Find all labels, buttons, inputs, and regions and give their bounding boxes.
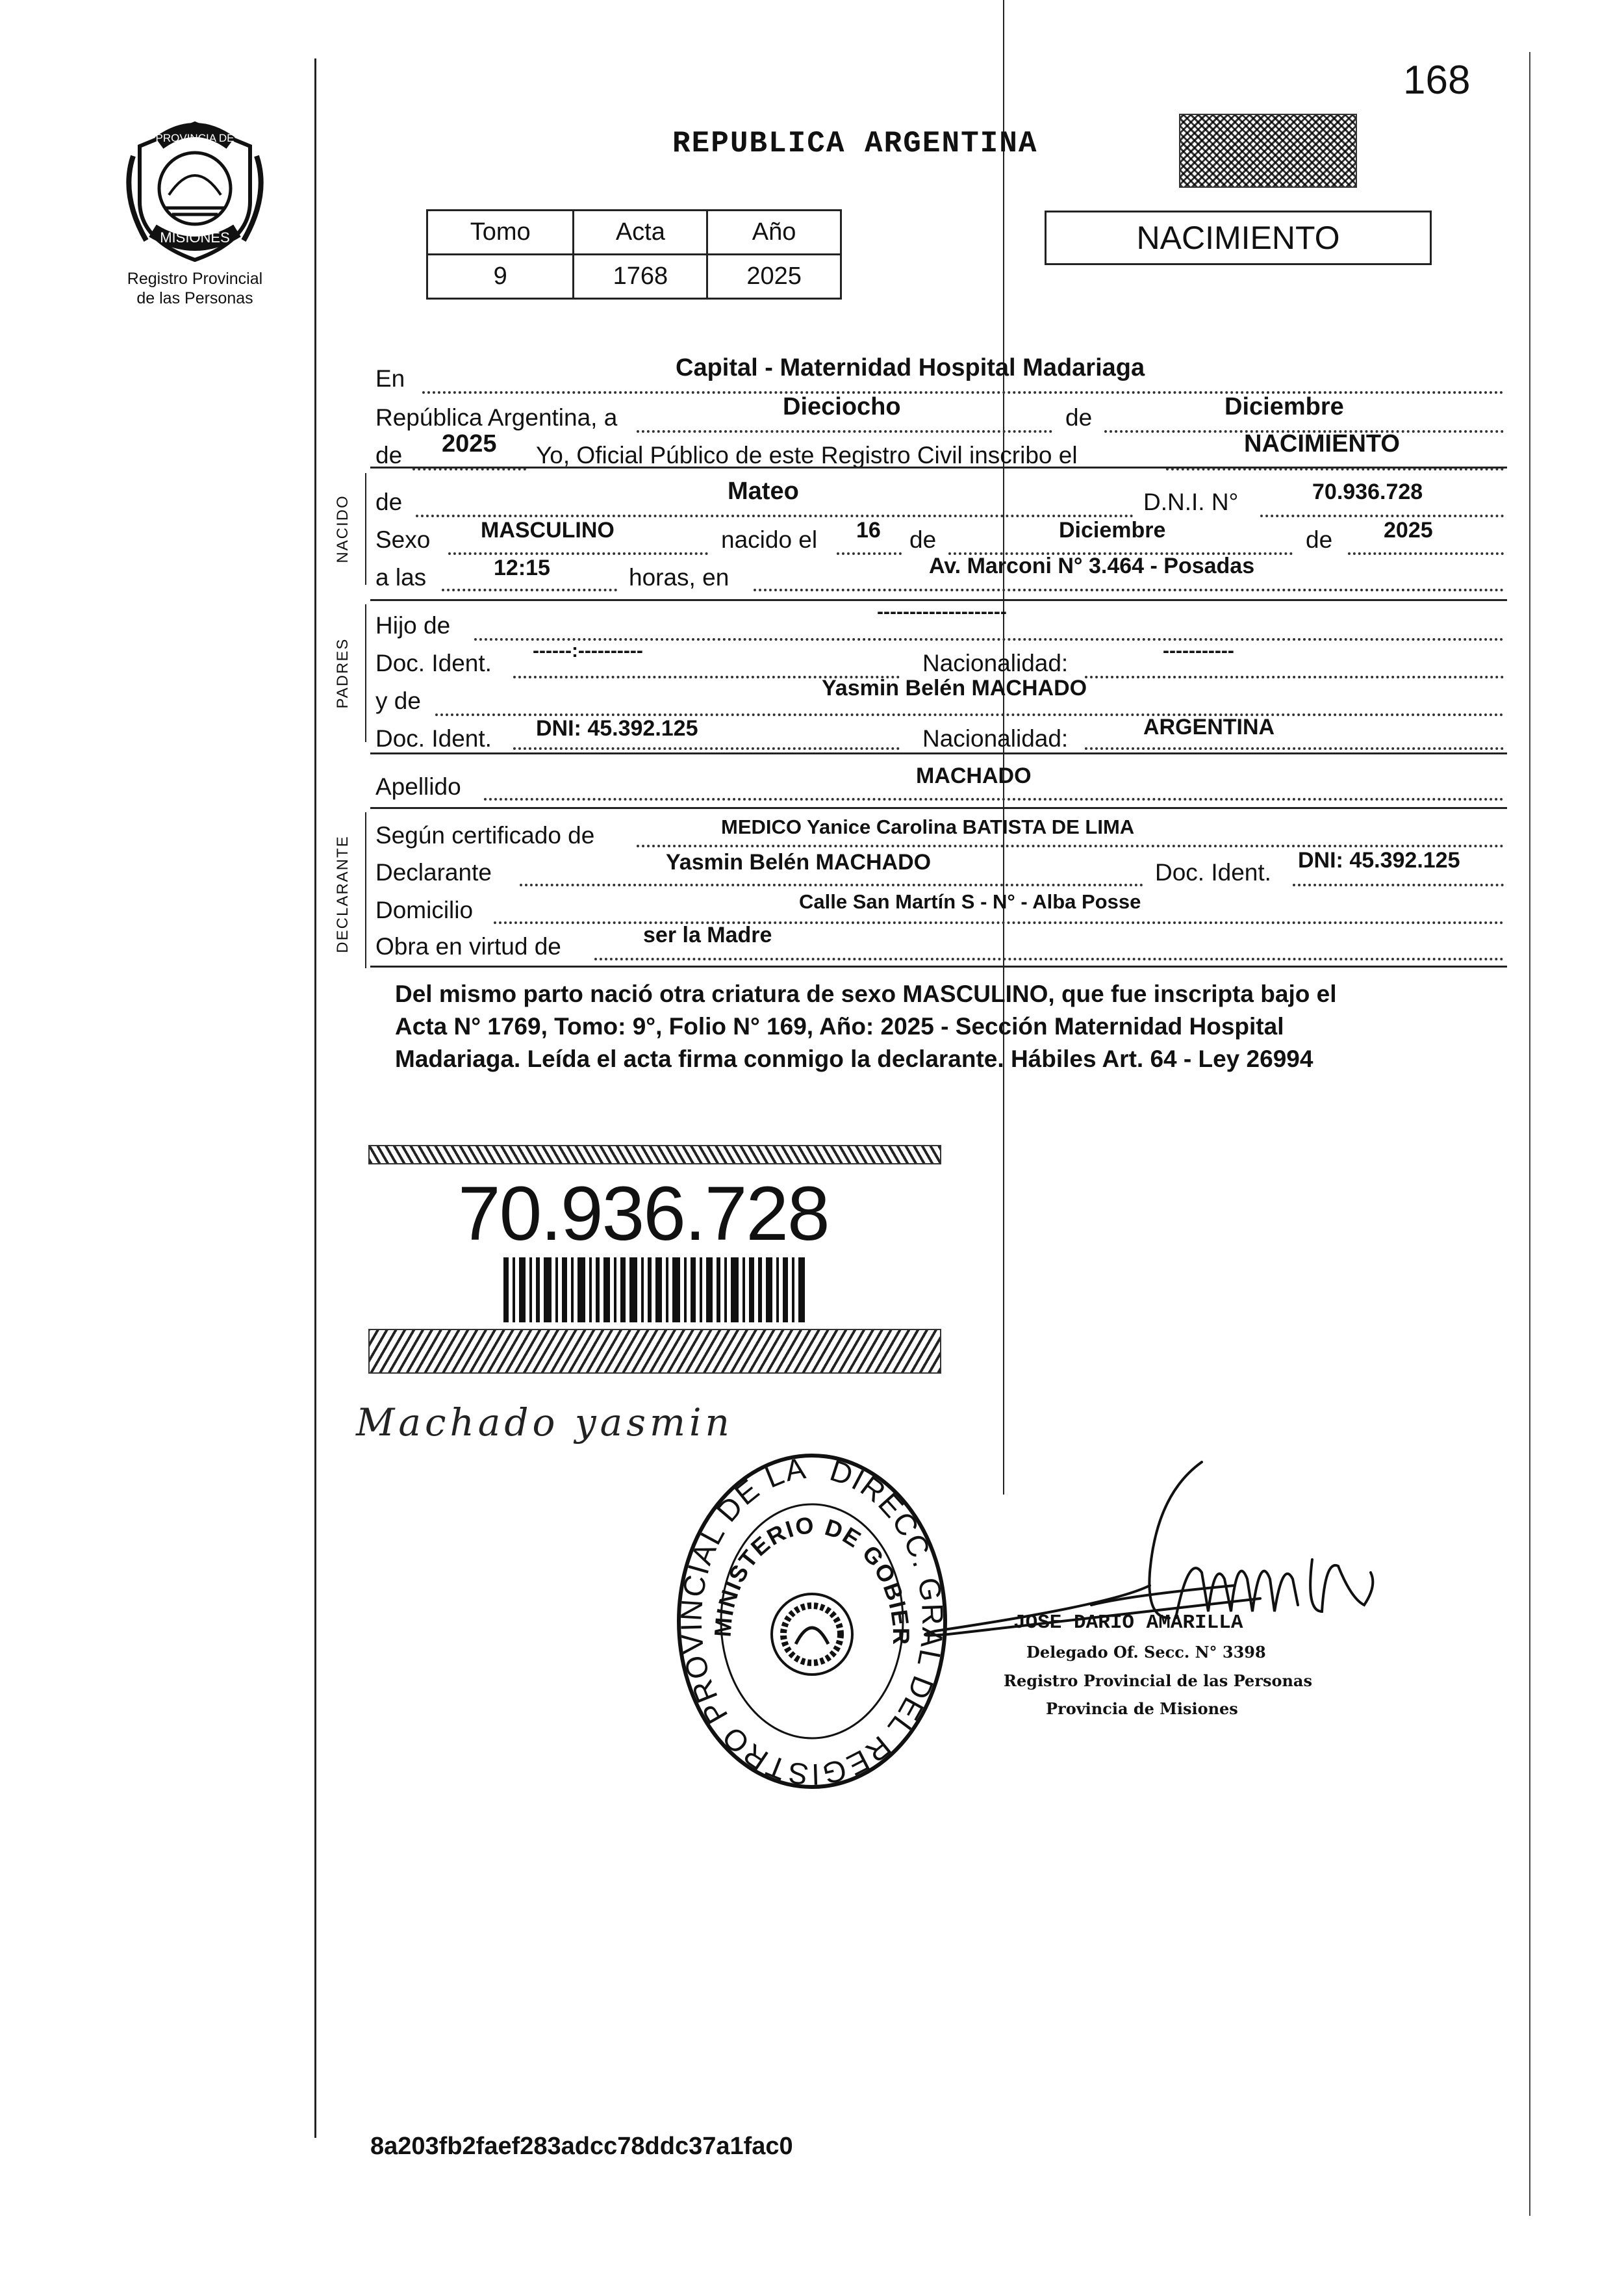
declarante-doc-label: Doc. Ident. [1155, 859, 1271, 886]
note-paragraph [395, 978, 1538, 1075]
vline [365, 604, 366, 742]
left-margin-line [314, 58, 316, 2138]
hr [370, 966, 1507, 968]
vline [365, 473, 366, 585]
republica-label: República Argentina, a [375, 404, 618, 431]
table-value-tomo: 9 [427, 255, 574, 299]
father-nationality: ----------- [1163, 640, 1234, 661]
right-margin-line [1529, 52, 1530, 2216]
a-las-label: a las [375, 564, 427, 591]
father-name: -------------------- [877, 601, 1007, 623]
table-value-acta: 1768 [574, 255, 707, 299]
padre-nac-label: Nacionalidad: [922, 650, 1069, 676]
de-label-2: de [375, 442, 403, 469]
vline [365, 812, 366, 968]
table-value-anio: 2025 [707, 255, 841, 299]
month-value: Diciembre [1224, 393, 1344, 420]
birth-day: 16 [856, 518, 881, 543]
document-title: REPUBLICA ARGENTINA [672, 127, 1038, 161]
mother-doc: DNI: 45.392.125 [536, 716, 698, 741]
dots [448, 552, 708, 555]
child-dni: 70.936.728 [1312, 480, 1423, 504]
logo-caption-1: Registro Provincial [127, 270, 263, 288]
sticker-number: 70.936.728 [458, 1171, 829, 1257]
obra-label: Obra en virtud de [375, 933, 561, 960]
dots [837, 552, 902, 555]
nacido-el-label: nacido el [721, 526, 818, 553]
nacido-de-label-3: de [1306, 526, 1333, 553]
dots [513, 747, 900, 750]
mother-name: Yasmin Belén MACHADO [822, 676, 1087, 700]
apellido-value: MACHADO [916, 764, 1032, 788]
dots [594, 958, 1504, 960]
section-nacido: NACIDO [334, 494, 351, 563]
en-label: En [375, 365, 405, 392]
dots [754, 589, 1504, 591]
child-sex: MASCULINO [481, 518, 615, 543]
dots [637, 430, 1052, 433]
nacido-de-label-2: de [909, 526, 937, 553]
logo-seal-bottom: MISIONES [160, 229, 230, 246]
obra-value: ser la Madre [643, 923, 772, 947]
dots [484, 798, 1504, 801]
dots [1085, 747, 1504, 750]
birth-time: 12:15 [494, 556, 550, 580]
certificado-label: Según certificado de [375, 822, 595, 849]
stamp-inner-text: MINISTERIO DE GOBIER [709, 1511, 915, 1647]
y-de-label: y de [375, 687, 421, 714]
dni-label: D.N.I. N° [1143, 489, 1239, 515]
document-hash: 8a203fb2faef283adcc78ddc37a1fac0 [370, 2133, 793, 2160]
hr [370, 752, 1507, 754]
note-line-1: Del mismo parto nació otra criatura de sexo MASCULINO, que fue inscripta bajo el [395, 981, 1337, 1007]
logo-caption-2: de las Personas [136, 289, 253, 307]
dots [520, 884, 1143, 886]
note-line-2: Acta N° 1769, Tomo: 9°, Folio N° 169, Año: 2025 - Sección Maternidad Hospital [395, 1013, 1284, 1040]
table-header-anio: Año [707, 211, 841, 255]
inscribo-value: NACIMIENTO [1244, 430, 1400, 457]
sexo-label: Sexo [375, 526, 431, 553]
logo-seal-top: PROVINCIA DE [155, 132, 235, 144]
hijo-de-label: Hijo de [375, 612, 451, 639]
stamp-outer-text: DIRECC. GRAL DEL REGISTRO PROVINCIAL DE LA [674, 1450, 950, 1792]
dots [442, 589, 617, 591]
sticker-bottom-band [368, 1329, 941, 1374]
official-line-1: Delegado Of. Secc. N° 3398 [1026, 1643, 1266, 1662]
birth-year: 2025 [1384, 518, 1433, 543]
nacido-de-label: de [375, 489, 403, 515]
security-hologram [1179, 114, 1357, 188]
birth-place: Av. Marconi N° 3.464 - Posadas [929, 554, 1255, 578]
dots [1085, 676, 1504, 678]
day-value: Dieciocho [783, 393, 901, 420]
mother-nationality: ARGENTINA [1143, 715, 1275, 739]
official-name: JOSE DARIO AMARILLA [1013, 1612, 1243, 1634]
section-declarante: DECLARANTE [334, 835, 351, 953]
dots [637, 845, 1504, 847]
dots [1293, 884, 1504, 886]
birth-month: Diciembre [1059, 518, 1166, 543]
doc-type-box: NACIMIENTO [1045, 211, 1432, 265]
en-value: Capital - Maternidad Hospital Madariaga [676, 354, 1145, 381]
dots [1260, 515, 1504, 517]
section-padres: PADRES [334, 637, 351, 709]
hr [370, 467, 1507, 469]
sticker-top-band [368, 1145, 941, 1164]
province-logo [120, 117, 270, 266]
madre-doc-label: Doc. Ident. [375, 725, 492, 752]
madre-nac-label: Nacionalidad: [922, 725, 1069, 752]
horas-en-label: horas, en [629, 564, 730, 591]
inscribo-label: Yo, Oficial Público de este Registro Civil inscribo el [536, 442, 1078, 469]
table-header-tomo: Tomo [427, 211, 574, 255]
note-line-3: Madariaga. Leída el acta firma conmigo la declarante. Hábiles Art. 64 - Ley 26994 [395, 1046, 1313, 1072]
signature [896, 1456, 1416, 1670]
apellido-label: Apellido [375, 773, 461, 800]
dots [1348, 552, 1504, 555]
certificado-value: MEDICO Yanice Carolina BATISTA DE LIMA [721, 815, 1135, 838]
padre-doc-label: Doc. Ident. [375, 650, 492, 676]
page-number: 168 [1403, 58, 1471, 103]
de-label-1: de [1065, 404, 1093, 431]
handwritten-name: Machado yasmin [356, 1400, 733, 1445]
domicilio-label: Domicilio [375, 897, 474, 923]
father-doc: ------:---------- [533, 640, 643, 661]
table-header-acta: Acta [574, 211, 707, 255]
year-value: 2025 [442, 430, 497, 457]
declarante-label: Declarante [375, 859, 492, 886]
official-line-2: Registro Provincial de las Personas [1004, 1671, 1312, 1690]
barcode [503, 1257, 809, 1322]
declarante-doc: DNI: 45.392.125 [1298, 848, 1460, 873]
registry-table [426, 209, 842, 300]
official-line-3: Provincia de Misiones [1046, 1699, 1238, 1718]
dots [416, 515, 1134, 517]
child-name: Mateo [728, 478, 799, 505]
domicilio-value: Calle San Martín S - N° - Alba Posse [799, 890, 1141, 913]
declarante-value: Yasmin Belén MACHADO [666, 850, 932, 875]
hr [370, 807, 1507, 809]
